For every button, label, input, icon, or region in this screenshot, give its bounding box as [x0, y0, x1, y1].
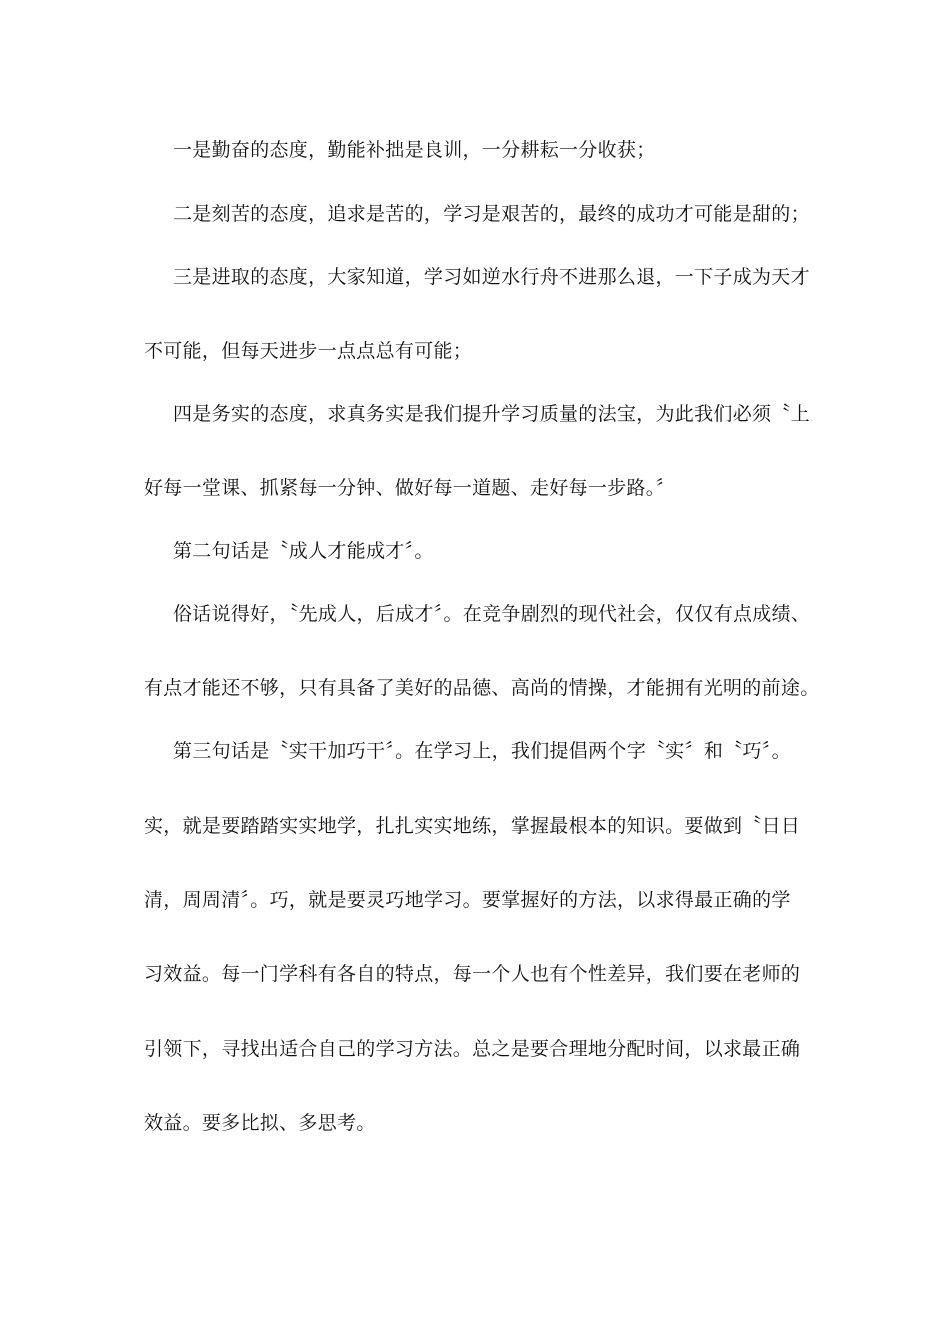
- paragraph-line: 四是务实的态度，求真务实是我们提升学习质量的法宝，为此我们必须〝上: [173, 403, 810, 425]
- paragraph-line: 一是勤奋的态度，勤能补拙是良训，一分耕耘一分收获；: [173, 139, 656, 161]
- paragraph-line: 引领下，寻找出适合自己的学习方法。总之是要合理地分配时间，以求最正确: [144, 1038, 801, 1060]
- paragraph-line: 二是刻苦的态度，追求是苦的，学习是艰苦的，最终的成功才可能是甜的；: [173, 203, 810, 225]
- paragraph-line: 俗话说得好，〝先成人，后成才〞。在竞争剧烈的现代社会，仅仅有点成绩、: [173, 603, 811, 625]
- paragraph-line: 清，周周清〞。巧，就是要灵巧地学习。要掌握好的方法，以求得最正确的学: [144, 889, 791, 911]
- paragraph-line: 第二句话是〝成人才能成才〞。: [173, 540, 434, 562]
- paragraph-line: 习效益。每一门学科有各自的特点，每一个人也有个性差异，我们要在老师的: [144, 963, 801, 985]
- paragraph-line: 不可能，但每天进步一点点总有可能；: [144, 340, 473, 362]
- paragraph-line: 实，就是要踏踏实实地学，扎扎实实地练，掌握最根本的知识。要做到〝日日: [144, 815, 801, 837]
- paragraph-line: 第三句话是〝实干加巧干〞。在学习上，我们提倡两个字〝实〞和〝巧〞。: [173, 740, 791, 762]
- paragraph-line: 有点才能还不够，只有具备了美好的品德、高尚的情操，才能拥有光明的前途。: [144, 677, 820, 699]
- paragraph-line: 好每一堂课、抓紧每一分钟、做好每一道题、走好每一步路。〞: [144, 477, 675, 499]
- paragraph-line: 效益。要多比拟、多思考。: [144, 1112, 376, 1134]
- paragraph-line: 三是进取的态度，大家知道，学习如逆水行舟不进那么退，一下子成为天才: [173, 266, 810, 288]
